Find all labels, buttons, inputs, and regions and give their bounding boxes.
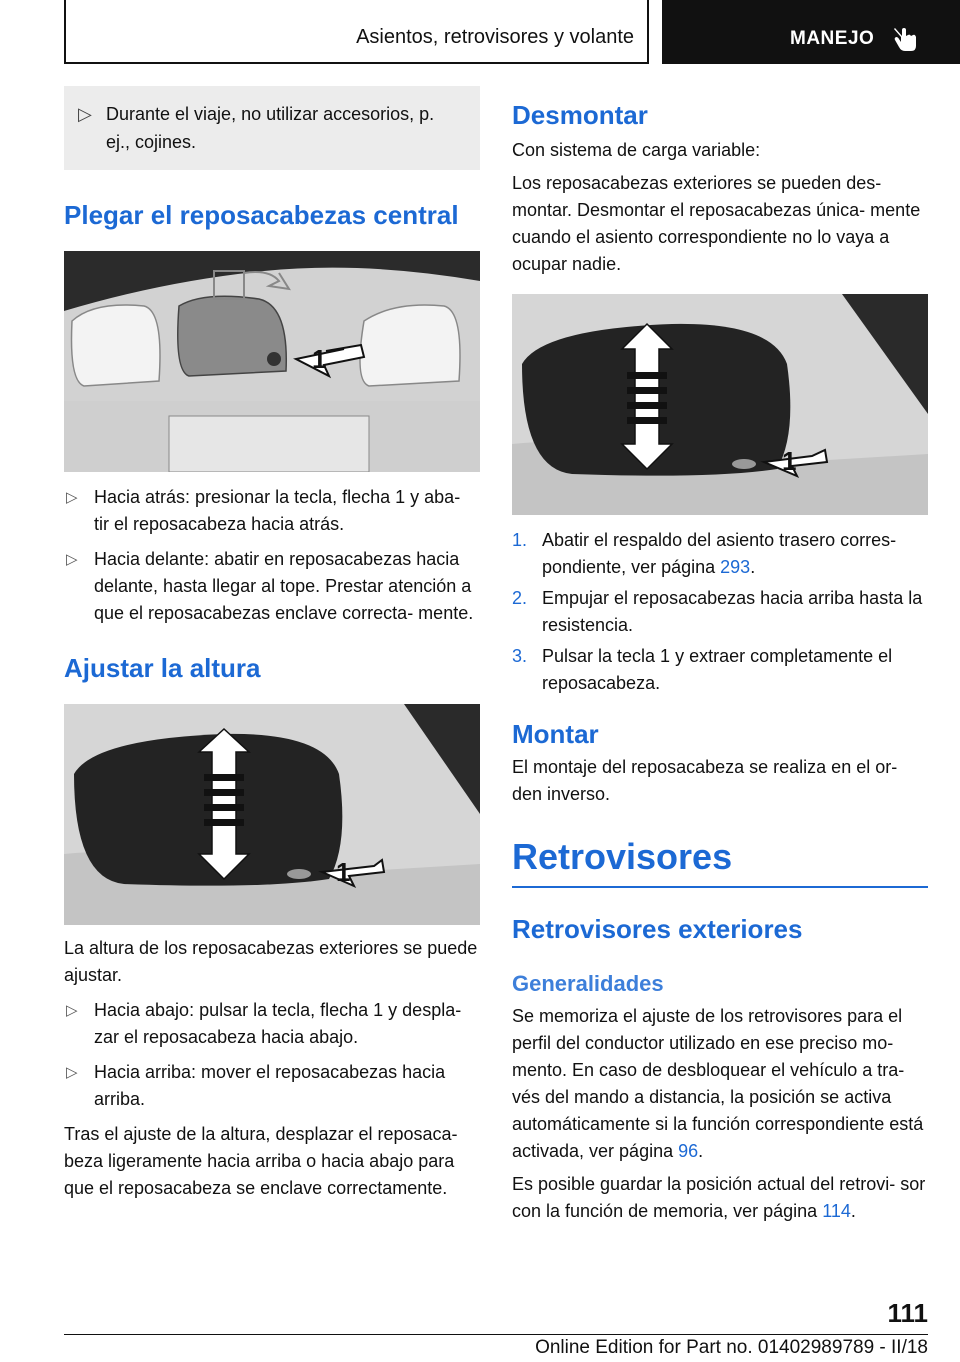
montar-p: El montaje del reposacabeza se realiza en el or- den inverso. xyxy=(512,757,898,804)
triangle-right-icon: ▷ xyxy=(66,489,78,506)
bullet-text: Hacia delante: abatir en reposacabezas hacia delante, hasta llegar al tope. Prestar atención a que el reposacabezas enclave correcta- mente. xyxy=(94,549,474,623)
heading-underline xyxy=(512,886,928,888)
left-column xyxy=(64,86,480,1202)
list-item xyxy=(64,997,480,1051)
page-link[interactable]: 293 xyxy=(720,557,751,577)
heading-plegar: Plegar el reposacabezas central xyxy=(64,200,459,230)
triangle-right-icon: ▷ xyxy=(66,1002,78,1019)
page-link[interactable]: 96 xyxy=(678,1141,699,1161)
bullet-text: Hacia atrás: presionar la tecla, flecha 1 y aba- tir el reposacabeza hacia atrás. xyxy=(94,487,461,534)
heading-montar: Montar xyxy=(512,719,599,749)
generalidades-p1: Se memoriza el ajuste de los retrovisores para el perfil del conductor utilizado en ese preciso mo- mento. En caso de desbloquear el vehículo a tra- vés del mando a distancia, la posición se activa automáticamente si la función correspondiente está activada, ver página 96. xyxy=(512,1006,924,1161)
note-text: Durante el viaje, no utilizar accesorios, p. ej., cojines. xyxy=(106,104,435,152)
triangle-right-icon: ▷ xyxy=(66,1064,78,1081)
callout-number-1: 1 xyxy=(782,446,797,476)
right-column xyxy=(512,100,928,1225)
footer-divider xyxy=(64,1334,928,1335)
header-chapter-tab[interactable] xyxy=(662,0,960,64)
heading-generalidades: Generalidades xyxy=(512,971,664,996)
heading-desmontar: Desmontar xyxy=(512,100,648,130)
step-number: 2. xyxy=(512,588,528,608)
step-number: 3. xyxy=(512,646,528,666)
page-link[interactable]: 114 xyxy=(822,1201,851,1221)
header-chapter-label: MANEJO xyxy=(790,28,875,49)
ajustar-outro: Tras el ajuste de la altura, desplazar el reposaca- beza ligeramente hacia arriba o hacia abajo para que el reposacabeza se enclave correctamente. xyxy=(64,1124,458,1198)
list-item xyxy=(64,484,480,538)
triangle-right-icon: ▷ xyxy=(66,551,78,568)
bullet-text: Hacia arriba: mover el reposacabezas hacia arriba. xyxy=(94,1062,446,1109)
footer-edition: Online Edition for Part no. 01402989789 - II/18 xyxy=(535,1337,928,1358)
step-text: Empujar el reposacabezas hacia arriba hasta la resistencia. xyxy=(542,588,923,635)
step-text: Pulsar la tecla 1 y extraer completamente el reposacabeza. xyxy=(542,646,893,693)
desmontar-p1: Con sistema de carga variable: xyxy=(512,140,761,160)
list-item xyxy=(64,1059,480,1113)
note-box xyxy=(64,86,480,170)
list-item xyxy=(64,546,480,627)
page-number: 111 xyxy=(887,1298,928,1328)
headrest-removal-image xyxy=(512,294,928,515)
step-text: Abatir el respaldo del asiento trasero corres- pondiente, ver página xyxy=(542,530,897,577)
headrest-fold-image xyxy=(64,251,480,472)
list-item xyxy=(512,643,928,697)
step-number: 1. xyxy=(512,530,528,550)
list-item xyxy=(512,585,928,639)
callout-number-1: 1 xyxy=(312,344,327,374)
list-item: 1. Abatir el respaldo del asiento trasero corres- pondiente, ver página 293. xyxy=(512,527,928,581)
header-section-title: Asientos, retrovisores y volante xyxy=(356,26,634,48)
heading-exteriores: Retrovisores exteriores xyxy=(512,914,803,944)
generalidades-p2: Es posible guardar la posición actual del retrovi- sor con la función de memoria, ver página 114. xyxy=(512,1174,926,1221)
hand-pointer-icon xyxy=(892,24,918,57)
ajustar-intro: La altura de los reposacabezas exteriores se puede ajustar. xyxy=(64,938,478,985)
triangle-right-icon: ▷ xyxy=(78,104,92,124)
bullet-text: Hacia abajo: pulsar la tecla, flecha 1 y despla- zar el reposacabeza hacia abajo. xyxy=(94,1000,462,1047)
heading-retrovisores: Retrovisores xyxy=(512,836,733,877)
heading-ajustar: Ajustar la altura xyxy=(64,653,261,683)
headrest-height-image xyxy=(64,704,480,925)
callout-number-1: 1 xyxy=(336,857,351,887)
desmontar-p2: Los reposacabezas exteriores se pueden des- montar. Desmontar el reposacabezas única- mente cuando el asiento correspondiente no lo vaya a ocupar nadie. xyxy=(512,173,921,274)
